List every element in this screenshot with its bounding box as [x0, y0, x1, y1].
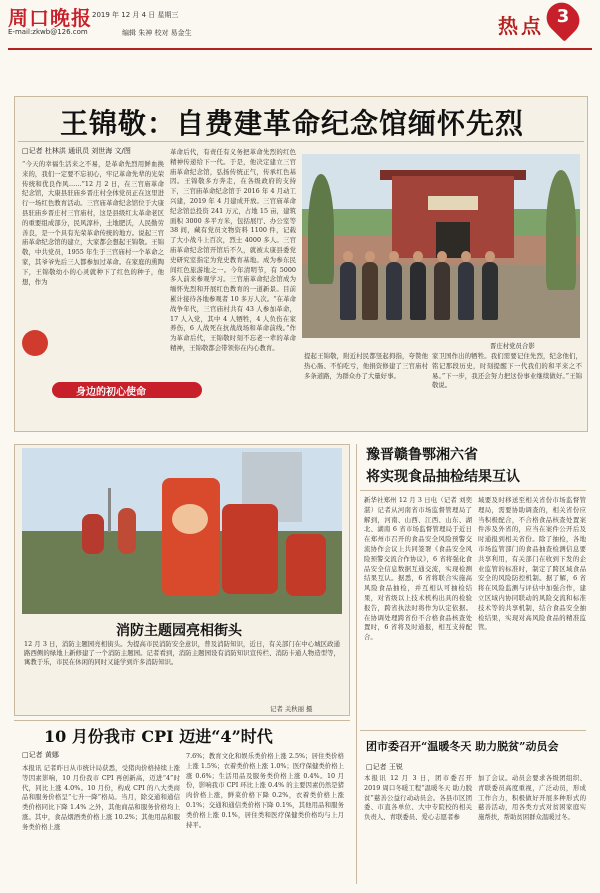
masthead-rule	[8, 48, 592, 50]
youth-col-2: 加了会议。动员会要求各级团组织、青联委员高度重视，广泛动员，形成工作合力，积极做好开展多种形式的慈善活动，用各类方式对贫困家庭实施帮扶，帮助贫困群众温暖过冬。	[478, 774, 586, 822]
masthead-email: E-mail:zkwb@126.com	[8, 28, 88, 36]
person-figure	[458, 262, 474, 320]
lead-col-4: 家卫国作出的牺牲。我们需要记住先烈，纪念他们，铭记那段历史，时刻提醒下一代我们的和平来之不易。”下一步，我还会努力把这份事业继续做好。”王锦敬说。	[432, 352, 582, 390]
firefighter-face	[172, 504, 208, 534]
fire-park-headline: 消防主题园亮相街头	[116, 623, 242, 639]
person-figure	[482, 262, 498, 320]
small-figure	[118, 508, 136, 554]
fire-park-photo	[22, 448, 342, 614]
food-headline-rule	[360, 490, 586, 491]
youth-col-1: 本报讯 12 月 3 日，团市委召开 2019 周口冬暖工程“温暖冬天 助力脱贫”慈善公益行动动员会。各县市区团委、市直各单位、大中专院校的相关负责人、青联委员、爱心志愿者参	[364, 774, 472, 822]
firefighter-figure	[162, 478, 220, 596]
fire-park-body: 12 月 3 日，消防主题园亮相街头。为提高市民消防安全意识，普及消防知识，近日，有关部门在中心城区政通路西侧的绿地上新修建了一个消防主题园。记者看到，消防主题园设有消防知识宣传栏、消防卡通人物造型等，寓教于乐，市民在休闲的同时又能学到许多消防知识。	[24, 640, 340, 667]
lead-headline: 王锦敬：自费建革命纪念馆缅怀先烈	[60, 107, 525, 140]
lead-col-1: “今天的幸福生活来之不易，是革命先烈用鲜血换来的，我们一定要不忘初心，牢记革命先辈的光荣传统和优良作风……”12 月 2 日，在三官庙革命纪念馆，大康县驻庙乡晋庄村全体党员正在这里进行一场红色教育活动。三官庙革命纪念馆位于大康县驻庙乡晋庄村三官庙村，这是县级红太革命老区的重要组成部分，民风淳朴，土地肥沃，人民勤劳善良，是一个具有光荣革命传统的地方。说起三官庙革命纪念馆的建立，大家都会想起王锦敬。王锦敬，中共党员，1955 年生于三官庙村一个革命之家，其爷爷先后三人都参加过革命。在家庭的熏陶下，王锦敬幼小的心灵就种下了红色的种子，他想，作为	[22, 160, 164, 286]
person-figure	[410, 262, 426, 320]
cpi-top-rule	[14, 720, 350, 721]
cpi-byline: □记者 黄娜	[22, 751, 59, 759]
memorial-gate-sign	[428, 196, 478, 210]
person-figure	[386, 262, 402, 320]
food-headline-line-2: 将实现食品抽检结果互认	[366, 469, 520, 485]
person-figure	[434, 262, 450, 320]
cpi-col-2: 7.6%；教育文化和娱乐类价格上涨 2.5%；居住类价格上涨 1.5%；衣着类价格上涨 1.0%；医疗保健类价格上涨 0.6%；生活用品及服务类价格上涨 0.4%。10 月份，影响我市 CPI 环比上涨 0.4% 的主要因素仍然是猪肉价格上涨，鲜菜价格下降 0.2%，衣着类价格上涨 0.1%；交通和通信类价格下降 0.1%，其他用品和服务类价格上涨 0.1%，居住类和医疗保健类价格均与上月持平。	[186, 752, 344, 829]
fire-park-credit: 记者 关秋丽 摄	[270, 705, 313, 713]
youth-headline: 团市委召开“温暖冬天 助力脱贫”动员会	[366, 740, 559, 753]
masthead-editors: 编辑 朱神 校对 易金生	[122, 29, 192, 37]
youth-byline: □记者 王锐	[366, 763, 403, 771]
person-figure	[362, 262, 378, 320]
tower-pole	[108, 488, 111, 532]
extinguisher-figure	[222, 504, 278, 594]
food-headline-line-1: 豫晋赣鲁鄂湘六省	[366, 447, 478, 463]
section-title: 热点	[498, 14, 544, 38]
lead-photo-caption: 晋庄村党员合影	[490, 342, 535, 350]
youth-top-rule	[360, 730, 586, 731]
person-figure	[340, 262, 356, 320]
lead-byline: □记者 杜林洪 通讯员 刘世海 文/图	[22, 147, 131, 155]
food-col-2: 域要及时移送至相关省份市场监督管理局，需要协助调查的，相关省份应当积极配合，不合格食品核查处置案件涉及外省的，应当在案件公开后及时通报到相关省份。除了抽检，各地市场监管部门的食品抽查检测信息要共享利用，有关部门在收到下发的企业监管的标准时，制定了跨区域食品安全的风险防控机制。据了解，6 省将在风险监测与评估中加强合作，建立区域内协同联动的风险交流和标准技术等的共享机制，结合食品安全抽检结果，实现对高风险食品的精准监管。	[478, 496, 586, 632]
food-col-1: 新华社郑州 12 月 3 日电（记者 刘奕湛）记者从河南省市场监督管理局了解到，河南、山西、江西、山东、湖北、湖南 6 省市场监督管理局于近日在郑州市召开的食品安全风险预警交流协作会议上共同签署《食品安全风险预警交流合作协议》，6 省将强化食品安全信息数据互通交流，实现检测结果互认。据悉，6 省将联合实施高风险食品抽检，并互相认可抽检结果，对省级以上技术机构出具的检验报告，跨省执法时将作为认定依据。在协调处理跨省份不合格食品核查处置时，6 省将及时通报，相互支持配合。	[364, 496, 472, 642]
lead-col-3: 提起王锦敬，附近村民都竖起拇指，夸赞他热心肠、不怕吃亏，他捐资修建了三官庙村多条道路，为群众办了大量好事。	[304, 352, 428, 380]
paper-logo: 周口晚报	[8, 6, 92, 30]
tree-left	[308, 174, 334, 284]
masthead-date: 2019 年 12 月 4 日 星期三	[92, 11, 179, 19]
small-figure	[82, 514, 104, 554]
lead-col-2: 革命后代，有责任有义务把革命先烈的红色精神传递给下一代。于是，他决定建立三官庙革命纪念馆，弘扬传统正气，传承红色基因。王锦敬多方奔走，在各级政府的支持下，三官庙革命纪念馆于 2016 年 4 月动工兴建，2019 年 4 月建成开放。三官庙革命纪念馆总投资 241 万元，占地 15 亩，建筑面积 3000 多平方米，包括展厅、办公室等 38 间，藏有党员文物资料 1100 件，记载了大小战斗上百次，烈士 4000 多人。三官庙革命纪念馆开馆后不久，就被太康县委党史研究室指定为党史教育基地。成为参东民间红色旅游地之一。今年清明节，有 5000 多人前来参观学习。三官庙革命纪念馆成为缅怀先烈和开展红色教育的一道新景。目前累计接待各地参观者 10 多万人次。“在革命战争年代，三官庙村共有 43 人参加革命，17 人入党，其中 4 人牺牲，4 人负伤在家养伤，6 人战死在抗战战场和革命前线。”作为革命后代，王锦敬时刻不忘老一辈的革命精神，王锦敬都会带领你在内心教育。	[170, 148, 296, 352]
cpi-headline: 10 月份我市 CPI 迈进“4”时代	[44, 727, 273, 746]
headline-rule	[18, 141, 584, 142]
column-divider	[356, 444, 357, 884]
page-number: 3	[556, 6, 570, 27]
party-emblem-icon	[22, 330, 48, 356]
cpi-col-1: 本报讯 记者昨日从市统计局获悉，受猪肉价格持续上涨等因素影响，10 月份我市 CPI 再创新高，迈进“4”时代，同比上涨 4.0%。10 月份，构成 CPI 的八大类商品和服务价格呈“七升一降”格局。当月，除交通和通信类价格同比下降 1.4% 之外，其他商品和服务价格均上涨。其中，食品烟酒类价格上涨 10.2%；其他用品和服务类价格上涨	[22, 764, 180, 831]
extinguisher-figure	[286, 534, 326, 596]
badge-banner-text: 身边的初心使命	[76, 387, 146, 398]
tree-right	[546, 170, 576, 290]
